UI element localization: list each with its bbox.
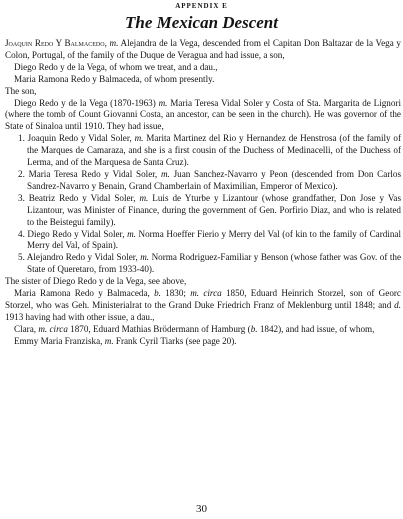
page-number: 30 (196, 503, 207, 515)
italic-abbrev: m. (127, 228, 136, 239)
text-run: 1870, Eduard Mathias Brödermann of Hamburg ( (67, 323, 251, 334)
text-run: 3. Beatriz Redo y Vidal Soler, (18, 192, 140, 203)
text-run: 4. Diego Redo y Vidal Soler, (18, 228, 128, 239)
text-run: 1850, Eduard Heinrich Storzel, son of Georc Storzel, who was Geh. Ministerialrat to the Grand Duke Friedrich Franz of Meklenburg until 1848; and (5, 288, 401, 310)
text-run: 1830; (160, 288, 191, 299)
name-small-caps: Joaquin Redo Y Balmacedo (5, 38, 105, 48)
text-run: Juan Sanchez-Navarro y Peon (descended from Don Carlos Sandrez-Navarro y Benain, Grand Chamberlain of Maximilian, Emperor of Mexico). (27, 168, 402, 191)
page-title: The Mexican Descent (125, 13, 278, 32)
paragraph (5, 74, 401, 86)
text-run: 1913 having had with other issue, a dau., (5, 311, 155, 322)
text-run: Maria Teresa Vidal Soler y Costa of Sta. Margarita de Lignori (where the tomb of Count Giovanni Costa, an ancestor, can be seen in the church). He was governor of the State of Sinaloa until 1910. They had issue, (5, 97, 401, 132)
text-run: Maria Ramona Redo y Balmaceda, (14, 288, 155, 299)
issue-list-item (5, 252, 401, 276)
text-run: The son, (5, 85, 37, 96)
italic-abbrev: m. (104, 335, 114, 346)
running-head: APPENDIX E (175, 2, 228, 10)
issue-list-item (5, 229, 401, 253)
italic-abbrev: b. (250, 323, 258, 334)
issue-list-item (5, 133, 401, 169)
text-run: 1. Joaquin Redo y Vidal Soler, (18, 133, 135, 144)
italic-abbrev: m. circa (38, 323, 68, 334)
paragraph (5, 276, 401, 288)
paragraph (5, 324, 401, 336)
paragraph (5, 38, 401, 62)
italic-abbrev: m. (140, 252, 150, 263)
text-run: 5. Alejandro Redo y Vidal Soler, (18, 252, 141, 263)
text-run: 2. Maria Teresa Redo y Vidal Soler, (18, 168, 161, 179)
paragraph (5, 288, 401, 324)
italic-abbrev: m. (160, 168, 170, 179)
text-run: Diego Redo y de la Vega (1870-1963) (14, 97, 159, 108)
text-run: Norma Hoeffer Fierio y Merry del Val (of kin to the family of Cardinal Merry del Val, of Spain). (27, 228, 401, 251)
text-run: Luis de Yturbe y Lizantour (whose grandfather, Don Jose y Vas Lizantour, was Minister of Finance, during the government of Gen. Porfirio Diaz, and who is related to the Beistegui family). (27, 192, 402, 227)
text-run: The sister of Diego Redo y de la Vega, see above, (5, 276, 187, 287)
text-run: Emmy Maria Franziska, (14, 335, 105, 346)
italic-abbrev: m. (109, 38, 119, 48)
text-run: Frank Cyril Tiarks (see page 20). (113, 335, 237, 346)
italic-abbrev: d. (394, 299, 401, 310)
issue-list-item (5, 169, 401, 193)
italic-abbrev: m. (139, 192, 149, 203)
italic-abbrev: m. (134, 133, 144, 144)
paragraph (5, 62, 401, 74)
body-text (5, 38, 401, 348)
paragraph (5, 336, 401, 348)
paragraph (5, 98, 401, 134)
text-run: Maria Ramona Redo y Balmaceda, of whom presently. (14, 73, 215, 84)
italic-abbrev: b. (154, 288, 161, 299)
italic-abbrev: m. (158, 97, 168, 108)
text-run: Clara, (14, 323, 39, 334)
text-run: , (104, 38, 110, 48)
issue-list-item (5, 193, 401, 229)
text-run: 1842), and had issue, of whom, (257, 323, 375, 334)
text-run: Diego Redo y de la Vega, of whom we treat, and a dau., (14, 61, 218, 72)
text-run: Marita Martinez del Rio y Hernandez de Henstrosa (of the family of the Marques de Camaraza, and she is a first cousin of the Duchess of Medinacelli, of the Duchess of Lerma, and of the Marquesa de Santa Cruz). (27, 133, 401, 168)
italic-abbrev: m. circa (190, 288, 222, 299)
text-run: Alejandra de la Vega, descended from el Capitan Don Baltazar de la Vega y Colon, Portugal, of the family of the Duque de Veragua and had issue, a son, (5, 38, 401, 60)
text-run: Norma Rodriguez-Familiar y Benson (whose father was Gov. of the State of Queretaro, from 1933-40). (27, 252, 402, 275)
paragraph (5, 86, 401, 98)
